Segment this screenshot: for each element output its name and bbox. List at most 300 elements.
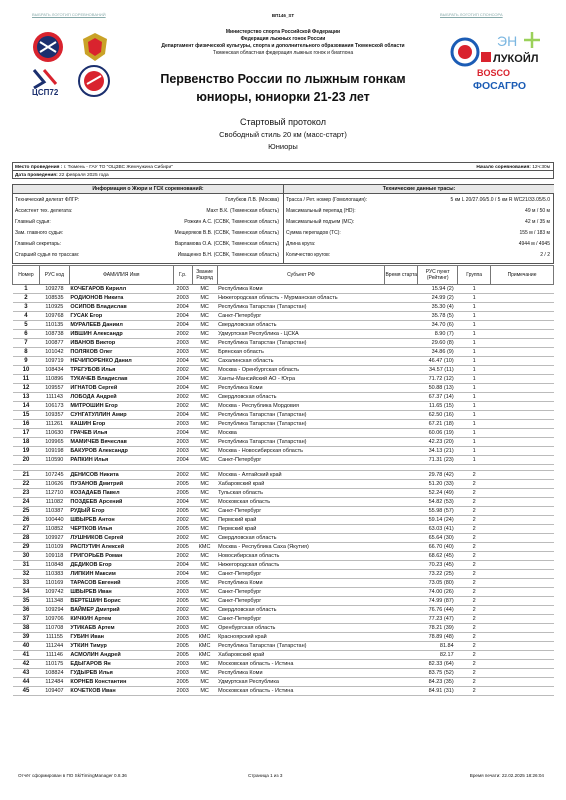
row-group: 1 — [458, 375, 491, 384]
row-region: Ханты-Мансийский АО - Югра — [217, 375, 385, 384]
row-name: КОРНЕВ Константин — [69, 678, 173, 687]
row-start-time — [385, 348, 418, 357]
row-note — [491, 489, 554, 498]
row-group: 2 — [458, 561, 491, 570]
row-number: 11 — [13, 375, 40, 384]
row-rank: МС — [192, 339, 217, 348]
row-name: ТУКАЧЕВ Владислав — [69, 375, 173, 384]
row-group: 2 — [458, 624, 491, 633]
row-year: 2005 — [173, 651, 192, 660]
row-name: ПОЗДЕЕВ Арсений — [69, 498, 173, 507]
row-name: ГУСАК Егор — [69, 312, 173, 321]
row-code: 100440 — [39, 516, 69, 525]
ski-federation-logo — [30, 30, 66, 64]
row-name: НЕЧИПОРЕНКО Данил — [69, 357, 173, 366]
table-row — [13, 357, 554, 366]
row-start-time — [385, 312, 418, 321]
row-start-time — [385, 384, 418, 393]
row-code: 109278 — [39, 285, 69, 294]
row-points: 11.65 (15) — [418, 402, 458, 411]
table-row — [13, 384, 554, 393]
footer-page-number: Страница 1 из 3 — [248, 773, 283, 778]
row-name: КАШИН Егор — [69, 420, 173, 429]
row-points: 70.23 (45) — [418, 561, 458, 570]
col-header-rank: Звание Разряд — [192, 266, 217, 285]
row-region: Республика Коми — [217, 384, 385, 393]
row-code: 108535 — [39, 294, 69, 303]
start-list-table — [12, 265, 554, 696]
row-rank: МС — [192, 447, 217, 456]
table-row — [13, 285, 554, 294]
row-code: 110387 — [39, 507, 69, 516]
competition-logo-link[interactable]: ВЫБРАТЬ ЛОГОТИП СОРЕВНОВАНИЙ — [32, 12, 106, 17]
row-note — [491, 543, 554, 552]
row-start-time — [385, 588, 418, 597]
row-rank: МС — [192, 330, 217, 339]
table-row — [13, 420, 554, 429]
table-row — [13, 579, 554, 588]
row-rank: МС — [192, 516, 217, 525]
row-note — [491, 534, 554, 543]
sponsor-logo-link[interactable]: ВЫБРАТЬ ЛОГОТИП СПОНСОРА — [440, 12, 503, 17]
row-name: ДЕНИСОВ Никита — [69, 471, 173, 480]
row-name: ГУДЫРЕВ Илья — [69, 669, 173, 678]
row-year: 2003 — [173, 348, 192, 357]
row-region: Сахалинская область — [217, 357, 385, 366]
row-rank: КМС — [192, 642, 217, 651]
row-points: 15.94 (2) — [418, 285, 458, 294]
row-rank: МС — [192, 489, 217, 498]
row-name: ШВЫРЕВ Антон — [69, 516, 173, 525]
row-note — [491, 303, 554, 312]
row-rank: МС — [192, 366, 217, 375]
row-start-time — [385, 456, 418, 465]
row-note — [491, 660, 554, 669]
jury-person: Варламова О.А. (ССВК, Тюменская область) — [174, 241, 279, 247]
jury-person: Иващенко В.Н. (ССВК, Тюменская область) — [177, 252, 279, 258]
table-header-row — [13, 266, 554, 285]
row-start-time — [385, 615, 418, 624]
row-year: 2003 — [173, 660, 192, 669]
row-group: 2 — [458, 516, 491, 525]
row-region: Тульская область — [217, 489, 385, 498]
row-code: 109198 — [39, 447, 69, 456]
row-number: 25 — [13, 507, 40, 516]
track-label: Сумма перепадов (TC): — [286, 230, 341, 236]
row-region: Пермский край — [217, 516, 385, 525]
row-group: 1 — [458, 330, 491, 339]
table-row — [13, 669, 554, 678]
table-row — [13, 312, 554, 321]
row-year: 2003 — [173, 285, 192, 294]
row-region: Хабаровский край — [217, 651, 385, 660]
track-heading: Технические данные трасы: — [283, 185, 554, 194]
row-note — [491, 339, 554, 348]
row-number: 7 — [13, 339, 40, 348]
table-row — [13, 375, 554, 384]
row-start-time — [385, 330, 418, 339]
row-points: 50.88 (13) — [418, 384, 458, 393]
row-note — [491, 420, 554, 429]
row-start-time — [385, 480, 418, 489]
row-year: 2004 — [173, 570, 192, 579]
row-rank: МС — [192, 402, 217, 411]
track-label: Длина круга: — [286, 241, 316, 247]
table-row — [13, 498, 554, 507]
row-group: 2 — [458, 498, 491, 507]
row-note — [491, 357, 554, 366]
row-points: 82.33 (64) — [418, 660, 458, 669]
row-code: 110590 — [39, 456, 69, 465]
row-rank: МС — [192, 552, 217, 561]
row-start-time — [385, 438, 418, 447]
category-name: Юниоры — [268, 142, 298, 151]
row-code: 111244 — [39, 642, 69, 651]
row-year: 2003 — [173, 624, 192, 633]
table-row — [13, 480, 554, 489]
row-name: РОДИОНОВ Никита — [69, 294, 173, 303]
row-points: 62.50 (16) — [418, 411, 458, 420]
row-code: 110708 — [39, 624, 69, 633]
row-group: 2 — [458, 543, 491, 552]
row-name: МАМИЧЕВ Вячеслав — [69, 438, 173, 447]
row-note — [491, 366, 554, 375]
table-body — [13, 285, 554, 696]
row-group: 1 — [458, 429, 491, 438]
row-code: 110925 — [39, 303, 69, 312]
row-note — [491, 516, 554, 525]
row-region: Республика Татарстан (Татарстан) — [217, 411, 385, 420]
row-group: 2 — [458, 633, 491, 642]
start-time-value: 12ч:30м — [532, 165, 550, 170]
row-note — [491, 411, 554, 420]
row-region: Удмуртская Республика - ЦСКА — [217, 330, 385, 339]
table-row — [13, 294, 554, 303]
row-year: 2005 — [173, 579, 192, 588]
row-code: 106173 — [39, 402, 69, 411]
org-line: Тюменская областная федерация лыжных гонок и биатлона — [212, 50, 354, 56]
row-start-time — [385, 669, 418, 678]
row-code: 109927 — [39, 534, 69, 543]
row-note — [491, 651, 554, 660]
table-row — [13, 456, 554, 465]
row-note — [491, 669, 554, 678]
row-group: 2 — [458, 669, 491, 678]
table-row — [13, 633, 554, 642]
sponsor-bosco-text: BOSCO — [477, 68, 511, 78]
row-code: 110626 — [39, 480, 69, 489]
row-points: 67.21 (18) — [418, 420, 458, 429]
organizers-block — [120, 29, 446, 57]
row-start-time — [385, 321, 418, 330]
row-number: 9 — [13, 357, 40, 366]
row-code: 109965 — [39, 438, 69, 447]
row-name: ИГНАТОВ Сергей — [69, 384, 173, 393]
row-region: Оренбургская область — [217, 624, 385, 633]
row-note — [491, 375, 554, 384]
track-value: 42 м / 35 м — [525, 219, 550, 225]
row-points: 46.47 (10) — [418, 357, 458, 366]
row-region: Санкт-Петербург — [217, 615, 385, 624]
row-rank: МС — [192, 678, 217, 687]
row-rank: МС — [192, 588, 217, 597]
row-number: 4 — [13, 312, 40, 321]
row-year: 2003 — [173, 294, 192, 303]
row-number: 2 — [13, 294, 40, 303]
row-points: 52.24 (49) — [418, 489, 458, 498]
row-region: Республика Татарстан (Татарстан) — [217, 339, 385, 348]
table-row — [13, 471, 554, 480]
row-note — [491, 597, 554, 606]
row-region: Свердловская область — [217, 393, 385, 402]
row-region: Санкт-Петербург — [217, 588, 385, 597]
row-group: 1 — [458, 294, 491, 303]
row-rank: МС — [192, 570, 217, 579]
table-row — [13, 615, 554, 624]
row-group: 1 — [458, 285, 491, 294]
table-row — [13, 651, 554, 660]
row-code: 110383 — [39, 570, 69, 579]
row-name: ЛУШНИКОВ Сергей — [69, 534, 173, 543]
row-year: 2004 — [173, 312, 192, 321]
table-row — [13, 330, 554, 339]
row-rank: КМС — [192, 543, 217, 552]
row-name: ШВЫРЕВ Иван — [69, 588, 173, 597]
org-line: Министерство спорта Российской Федерации — [225, 29, 341, 35]
row-number: 20 — [13, 456, 40, 465]
row-start-time — [385, 552, 418, 561]
row-region: Санкт-Петербург — [217, 312, 385, 321]
row-code: 110109 — [39, 543, 69, 552]
row-name: РАСПУТИН Алексей — [69, 543, 173, 552]
row-note — [491, 312, 554, 321]
row-name: ИВШИН Александр — [69, 330, 173, 339]
row-year: 2004 — [173, 498, 192, 507]
row-code: 108434 — [39, 366, 69, 375]
row-year: 2005 — [173, 525, 192, 534]
jury-role: Зам. главного судьи: — [15, 230, 64, 236]
row-start-time — [385, 525, 418, 534]
row-rank: МС — [192, 507, 217, 516]
row-number: 17 — [13, 429, 40, 438]
row-start-time — [385, 339, 418, 348]
row-group: 1 — [458, 402, 491, 411]
row-region: Свердловская область — [217, 321, 385, 330]
row-code: 108824 — [39, 669, 69, 678]
row-number: 19 — [13, 447, 40, 456]
row-points: 78.21 (39) — [418, 624, 458, 633]
row-region: Московская область - Истина — [217, 687, 385, 696]
jury-role: Технический делегат ФЛГР: — [15, 197, 80, 203]
row-points: 59.14 (24) — [418, 516, 458, 525]
sponsor-logos — [447, 28, 547, 98]
row-start-time — [385, 420, 418, 429]
col-header-points: РУС пункт (Рейтинг) — [418, 266, 458, 285]
row-group: 2 — [458, 678, 491, 687]
row-region: Москва — [217, 429, 385, 438]
track-label: Максимальный перепад (HD): — [286, 208, 356, 214]
row-points: 73.05 (80) — [418, 579, 458, 588]
row-year: 2004 — [173, 303, 192, 312]
row-group: 1 — [458, 348, 491, 357]
jury-role: Старший судья по трассам: — [15, 252, 80, 258]
table-row — [13, 588, 554, 597]
table-row — [13, 393, 554, 402]
row-points: 84.91 (31) — [418, 687, 458, 696]
col-header-group: Группа — [458, 266, 491, 285]
row-code: 109118 — [39, 552, 69, 561]
row-number: 15 — [13, 411, 40, 420]
table-row — [13, 660, 554, 669]
row-rank: МС — [192, 597, 217, 606]
row-number: 36 — [13, 606, 40, 615]
row-name: МУРАЛЕЕВ Даниил — [69, 321, 173, 330]
row-code: 110169 — [39, 579, 69, 588]
region-ski-logo — [76, 64, 112, 98]
row-number: 28 — [13, 534, 40, 543]
row-code: 110175 — [39, 660, 69, 669]
row-number: 24 — [13, 498, 40, 507]
info-divider — [283, 185, 284, 264]
col-header-region: Субъект РФ — [217, 266, 385, 285]
row-note — [491, 570, 554, 579]
row-rank: МС — [192, 669, 217, 678]
row-note — [491, 678, 554, 687]
row-points: 78.89 (48) — [418, 633, 458, 642]
row-group: 1 — [458, 447, 491, 456]
row-start-time — [385, 507, 418, 516]
row-points: 76.76 (44) — [418, 606, 458, 615]
row-note — [491, 438, 554, 447]
row-note — [491, 393, 554, 402]
row-region: Республика Коми — [217, 285, 385, 294]
row-rank: МС — [192, 525, 217, 534]
track-label: Трасса / Рет. номер (Гомологация): — [286, 197, 368, 203]
row-start-time — [385, 516, 418, 525]
row-points: 77.23 (47) — [418, 615, 458, 624]
row-group: 1 — [458, 321, 491, 330]
row-rank: МС — [192, 615, 217, 624]
ministry-emblem-logo — [78, 30, 112, 64]
row-note — [491, 561, 554, 570]
row-region: Хабаровский край — [217, 480, 385, 489]
row-name: ЛОБОДА Андрей — [69, 393, 173, 402]
row-year: 2002 — [173, 471, 192, 480]
row-start-time — [385, 633, 418, 642]
row-year: 2002 — [173, 366, 192, 375]
col-header-start-time: Время старта — [385, 266, 418, 285]
row-name: ГРАЧЕВ Илья — [69, 429, 173, 438]
row-region: Брянская область — [217, 348, 385, 357]
row-year: 2002 — [173, 516, 192, 525]
row-number: 39 — [13, 633, 40, 642]
row-points: 67.37 (14) — [418, 393, 458, 402]
table-row — [13, 411, 554, 420]
row-code: 107245 — [39, 471, 69, 480]
row-year: 2003 — [173, 588, 192, 597]
row-year: 2003 — [173, 447, 192, 456]
row-points: 83.75 (52) — [418, 669, 458, 678]
row-group: 1 — [458, 339, 491, 348]
row-name: АСМОЛИН Андрей — [69, 651, 173, 660]
row-name: ТАРАСОВ Евгений — [69, 579, 173, 588]
row-number: 44 — [13, 678, 40, 687]
table-row — [13, 552, 554, 561]
table-row — [13, 543, 554, 552]
row-number: 6 — [13, 330, 40, 339]
row-region: Московская область - Истина — [217, 660, 385, 669]
row-year: 2004 — [173, 561, 192, 570]
row-note — [491, 588, 554, 597]
row-name: КОЧЕТКОВ Иван — [69, 687, 173, 696]
row-note — [491, 615, 554, 624]
row-region: Красноярский край — [217, 633, 385, 642]
row-points: 82.17 — [418, 651, 458, 660]
row-group: 1 — [458, 384, 491, 393]
table-row — [13, 507, 554, 516]
table-row — [13, 489, 554, 498]
jury-person: Махт В.К. (Тюменская область) — [206, 208, 279, 214]
row-name: ОСИПОВ Владислав — [69, 303, 173, 312]
row-code: 110896 — [39, 375, 69, 384]
row-year: 2002 — [173, 393, 192, 402]
track-value: 5 км L 20/27.06/5.0 / 5 км R WC21/33.05/5.0 — [450, 197, 550, 203]
row-points: 34.57 (11) — [418, 366, 458, 375]
row-rank: МС — [192, 375, 217, 384]
row-note — [491, 330, 554, 339]
jury-role: Главный секретарь: — [15, 241, 61, 247]
row-note — [491, 507, 554, 516]
row-start-time — [385, 357, 418, 366]
sponsor-en-text: ЭН — [497, 33, 518, 49]
row-points: 35.78 (5) — [418, 312, 458, 321]
row-rank: МС — [192, 294, 217, 303]
row-region: Удмуртская Республика — [217, 678, 385, 687]
row-code: 111348 — [39, 597, 69, 606]
row-group: 1 — [458, 357, 491, 366]
row-code: 100877 — [39, 339, 69, 348]
row-rank: МС — [192, 411, 217, 420]
row-name: КИЧКИН Артем — [69, 615, 173, 624]
row-group: 2 — [458, 588, 491, 597]
row-start-time — [385, 660, 418, 669]
row-name: ЧЕРТКОВ Илья — [69, 525, 173, 534]
row-note — [491, 384, 554, 393]
row-year: 2004 — [173, 375, 192, 384]
track-label: Максимальный подъем (MC): — [286, 219, 355, 225]
row-year: 2004 — [173, 456, 192, 465]
row-group: 2 — [458, 525, 491, 534]
row-points: 8.90 (7) — [418, 330, 458, 339]
row-region: Москва - Алтайский край — [217, 471, 385, 480]
row-year: 2005 — [173, 480, 192, 489]
row-number: 35 — [13, 597, 40, 606]
row-number: 37 — [13, 615, 40, 624]
row-note — [491, 321, 554, 330]
row-region: Санкт-Петербург — [217, 570, 385, 579]
row-name: ДЕДИКОВ Егор — [69, 561, 173, 570]
row-note — [491, 429, 554, 438]
row-start-time — [385, 489, 418, 498]
row-year: 2005 — [173, 642, 192, 651]
row-number: 33 — [13, 579, 40, 588]
row-note — [491, 525, 554, 534]
row-rank: КМС — [192, 651, 217, 660]
row-number: 45 — [13, 687, 40, 696]
row-code: 109706 — [39, 615, 69, 624]
row-name: УТКИН Тимур — [69, 642, 173, 651]
row-points: 51.20 (33) — [418, 480, 458, 489]
